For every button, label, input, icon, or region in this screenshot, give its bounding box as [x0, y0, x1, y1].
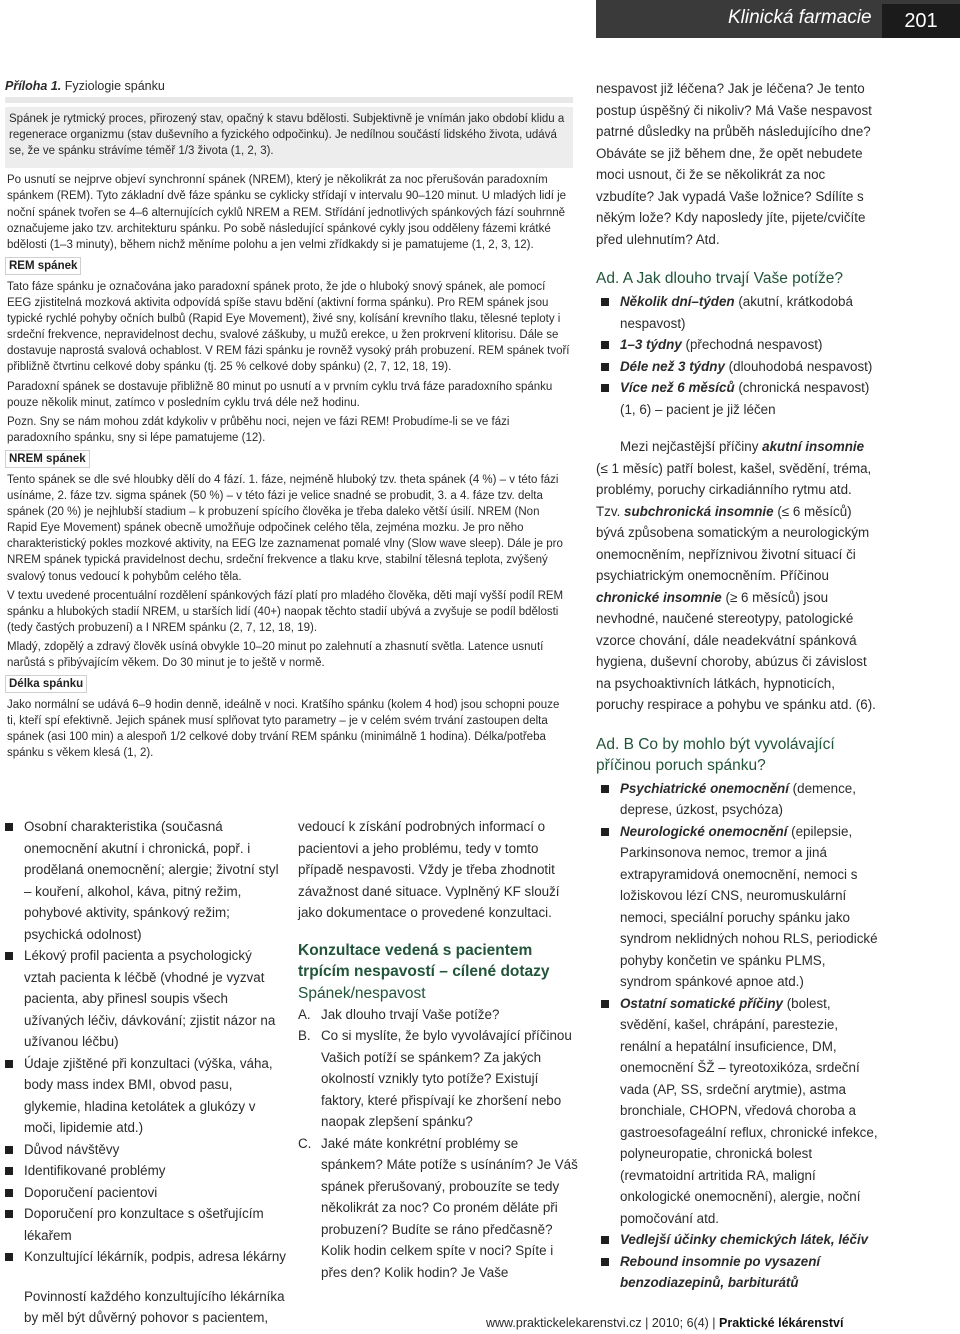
section-b-heading: Ad. B Co by mohlo být vyvolávající příčinou poruch spánku? [596, 735, 835, 774]
list-item: Rebound insomnie po vysazení benzodiazepinů, barbiturátů [596, 1251, 878, 1294]
annex-title: Příloha 1. [5, 79, 62, 93]
column-right [596, 78, 878, 1294]
closing-paragraph: Povinností každého konzultujícího lékárníka by měl být důvěrný pohovor s pacientem, [24, 1288, 285, 1325]
footer-separator: | [645, 1316, 652, 1330]
annex-divider [5, 97, 573, 103]
length-paragraph: Jako normální se udává 6–9 hodin denně, ideálně v noci. Kratšího spánku (kolem 4 hod) jsou schopni pouze ti, kteří spí efektivně. Jejich spánek musí splňovat tyto parametry – je v celém svém trvání zastoupen delta spánek (asi 100 min) a alespoň 1/2 celkové doby trvání REM spánku (minimálně 1 hodina). Délka/potřeba spánku s věkem klesá (1, 2). [7, 699, 560, 760]
column-left [0, 816, 286, 1329]
list-item: Déle než 3 týdny (dlouhodobá nespavost) [596, 356, 878, 378]
consultation-record-list [0, 816, 286, 1268]
duration-list [596, 291, 878, 420]
list-item: Konzultující lékárník, podpis, adresa lékárny [0, 1246, 286, 1268]
footer-separator: | [712, 1316, 720, 1330]
list-item: Důvod návštěvy [0, 1139, 286, 1161]
question-b: B. Co si myslíte, že bylo vyvolávající příčinou Vašich potíží se spánkem? Za jakých okolností vznikly tyto potíže? Existují faktory, které přispívají ke zhoršení nebo naopak zlepšení spánku? [298, 1028, 572, 1129]
continued-questions: nespavost již léčena? Jak je léčena? Je tento postup úspěšný či nikoliv? Má Vaše nespavost patrné důsledky na průběh následujícího dne? Obáváte se již během dne, že opět nebudete moci usnout, či že se několikrát za noc vzbudíte? Jak vypadá Vaše ložnice? Sdílíte s někým lože? Kdy naposledy jíte, pijete/cvičíte před ulehnutím? Atd. [596, 81, 872, 247]
section-a-heading: Ad. A Jak dlouho trvají Vaše potíže? [596, 270, 844, 287]
question-a: A. Jak dlouho trvají Vaše potíže? [298, 1006, 500, 1022]
list-item: Psychiatrické onemocnění (demence, deprese, úzkost, psychóza) [596, 778, 878, 821]
rem-paragraph-1: Tato fáze spánku je označována jako paradoxní spánek proto, že jde o hluboký snový spánek, ale pomocí EEG zjistitelná mozková aktivita odpovídá spíše stavu bdění (aktivní forma spánku). Pro REM spánek jsou typické rychlé pohyby očních bulbů (Rapid Eye Movement), živé sny, kolísání krevního tlaku, tělesné teploty i srdeční frekvence, nepravidelnost dechu, svalové záškuby, u mužů erekce, u žen prokrvení klitorisu. Dále se dostavuje naprostá svalová ochablost. V REM fázi spánku je rovněž vysoký práh probuzení. REM spánek tvoří přibližně čtvrtinu celkové doby spánku (tj. 25 % celkové doby spánku) (2, 7, 12, 18, 19). [7, 280, 570, 374]
annex-cycles-paragraph: Po usnutí se nejprve objeví synchronní spánek (NREM), který je několikrát za noc přerušován paradoxním spánkem (REM). Tyto základní dvě fáze spánku se cyklicky střídají v intervalu 90–120 minut. U mladých lidí je noční spánek tvořen se 4–6 alternujících cyklů NREM a REM. Střídání jednotlivých spánkových fází souhrnně označujeme jako tzv. architekturu spánku. Po sobě následující spánkové cykly jsou odděleny fázemi krátké bdělosti (1–3 minuty), během nichž měníme polohu a jen velmi zřídkakdy si je pamatujeme (1, 2, 3, 12). [7, 174, 567, 251]
list-item: Lékový profil pacienta a psychologický vztah pacienta k léčbě (vhodné je vyzvat pacienta, aby přinesl soupis všech užívaných léčiv, dávkování; zjistit názor na užívanou léčbu) [0, 945, 286, 1053]
list-item: Identifikované problémy [0, 1160, 286, 1182]
list-item: Více než 6 měsíců (chronická nespavost) (1, 6) – pacient je již léčen [596, 377, 878, 420]
list-item: Neurologické onemocnění (epilepsie, Parkinsonova nemoc, tremor a jiná extrapyramidová onemocnění, nemoci s ložiskovou lézí CNS, neuromuskulární nemoci, speciální poruchy spánku jako syndrom neklidných nohou RLS, periodické pohyby končetin ve spánku PLMS, syndrom spánkové apnoe atd.) [596, 821, 878, 993]
question-c: C. Jaké máte konkrétní problémy se spánkem? Máte potíže s usínáním? Je Váš spánek přerušovaný, probouzíte se tedy několikrát za noc? Co proném děláte při probuzení? Budíte se ráno předčasně? Kolik hodin celkem spíte v noci? Spíte i přes den? Kolik hodin? Je Vaše [298, 1135, 578, 1280]
journal-section-title: Klinická farmacie [728, 7, 872, 28]
rem-paragraph-2: Paradoxní spánek se dostavuje přibližně 80 minut po usnutí a v prvním cyklu trvá fáze paradoxního spánku pouze několik minut, zatímco v posledním cyklu trvá déle než hodinu. [7, 380, 553, 409]
insomnia-causes-paragraph: Mezi nejčastější příčiny akutní insomnie (≤ 1 měsíc) patří bolest, kašel, svědění, tréma, problémy, poruchy cirkadiánního rytmu atd. Tzv. subchronická insomnie (≤ 6 měsíců) bývá způsobena somatickým a neurologickým onemocněním, nepříznivou životní situací či psychiatrickým onemocněním. Příčinou chronické insomnie (≥ 6 měsíců) jsou nevhodné, naučené stereotypy, patologické vzorce chování, dále neadekvátní spánková hygiena, duševní choroby, abúzus či závislost na psychoaktivních látkách, hypnoticích, poruchy respirace a pohybu ve spánku atd. (6). [596, 439, 876, 712]
rem-heading: REM spánek [5, 257, 573, 275]
annex-subtitle: Fyziologie spánku [61, 79, 165, 93]
nrem-paragraph-3: Mladý, zdopělý a zdravý člověk usíná obvykle 10–20 minut po zalehnutí a zhasnutí světla. Latence usnutí narůstá s přibývajícím věkem. Do 30 minut je to ještě v normě. [7, 640, 544, 669]
footer-issue: 2010; 6(4) [651, 1316, 709, 1330]
nrem-paragraph-2: V textu uvedené procentuální rozdělení spánkových fází platí pro mladého člověka, děti mají vyšší podíl REM spánku a hlubokých stadií NREM, u starších lidí (40+) naopak těchto stadií ubývá a zvyšuje se podíl bdělosti (tedy častých probuzení) a I NREM spánku (2, 7, 12, 18, 19). [7, 589, 564, 634]
annex-intro: Spánek je rytmický proces, přirozený stav, opačný k stavu bdělosti. Subjektivně je vnímán jako období klidu a regenerace organizmu (stav duševního a fyzického odpočinku). Je nedílnou součástí lidského života, udává se, že ve spánku strávíme téměř 1/3 života (1, 2, 3). [9, 113, 565, 158]
nrem-paragraph-1: Tento spánek se dle své hloubky dělí do 4 fází. 1. fáze, nejméně hluboký tzv. theta spánek (4 %) – v této fázi usínáme, 2. fáze tzv. sigma spánek (50 %) – v této fázi je velice snadné se probudit, 3. a 4. fáze tzv. delta spánek (20 %) je nejhlubší stadium – k probuzení spícího člověka je třeba daleko větší úsilí. NREM (Non Rapid Eye Movement) spánek obecně umožňuje odpočinek celého těla, zejména mozku. Je pro něho charakteristický pokles mozkové aktivity, na EEG lze zaznamenat pomalé vlny (Slow wave sleep). Dále je pro NREM spánek typická pravidelnost dechu, srdeční frekvence a tlaku krve, stabilní tělesná teplota, zvýšený svalový tonus vedoucí k pohybům celého těla. [7, 473, 563, 583]
list-item: Ostatní somatické příčiny (bolest, svědění, kašel, chrápání, parestezie, renální a hepatální insuficience, DM, onemocnění ŠŽ – tyreotoxikóza, srdeční vada (AP, SS, srdeční arytmie), astma bronchiale, CHOPN, vředová choroba a gastroesofageální reflux, chronické infekce, polyneuropatie, chronická bolest (revmatoidní artritida RA, maligní onkologické onemocnění), alergie, noční pomočování atd. [596, 993, 878, 1230]
consultation-subheading: Spánek/nespavost [298, 984, 426, 1002]
footer-url[interactable]: www.praktickelekarenstvi.cz [486, 1316, 642, 1330]
list-item: Doporučení pro konzultace s ošetřujícím lékařem [0, 1203, 286, 1246]
list-item: 1–3 týdny (přechodná nespavost) [596, 334, 878, 356]
rem-note: Pozn. Sny se nám mohou zdát kdykoliv v průběhu noci, nejen ve fázi REM! Probudíme-li se ve fázi paradoxního spánku, sny si lépe pamatujeme (12). [7, 415, 510, 444]
list-item: Vedlejší účinky chemických látek, léčiv [596, 1229, 878, 1251]
length-heading: Délka spánku [5, 675, 573, 693]
annex-intro-block [5, 107, 573, 168]
annex-box [5, 78, 573, 803]
list-item: Údaje zjištěné při konzultaci (výška, váha, body mass index BMI, obvod pasu, glykemie, hladina ketolátek a glukózy v moči, lipidemie atd.) [0, 1053, 286, 1139]
annex-heading [5, 78, 573, 94]
page-footer [486, 1316, 843, 1330]
column-middle [298, 816, 580, 1283]
list-item: Několik dní–týden (akutní, krátkodobá nespavost) [596, 291, 878, 334]
list-item: Doporučení pacientovi [0, 1182, 286, 1204]
consultation-heading: Konzultace vedená s pacientem trpícím nespavostí – cílené dotazy [298, 941, 550, 980]
causes-list [596, 778, 878, 1294]
footer-journal: Praktické lékárenství [719, 1316, 844, 1330]
page-number: 201 [882, 4, 960, 38]
list-item: Osobní charakteristika (současná onemocnění akutní i chronická, popř. i prodělaná onemocnění; alergie; životní styl – kouření, alkohol, káva, pitný režim, pohybové aktivity, spánkový režim; psychická odolnost) [0, 816, 286, 945]
continued-paragraph: vedoucí k získání podrobných informací o pacientovi a jeho problému, tedy v tomto případě nespavosti. Vždy je třeba zhodnotit závažnost dané situace. Vyplněný KF slouží jako dokumentace o provedené konzultaci. [298, 819, 560, 920]
nrem-heading: NREM spánek [5, 450, 573, 468]
